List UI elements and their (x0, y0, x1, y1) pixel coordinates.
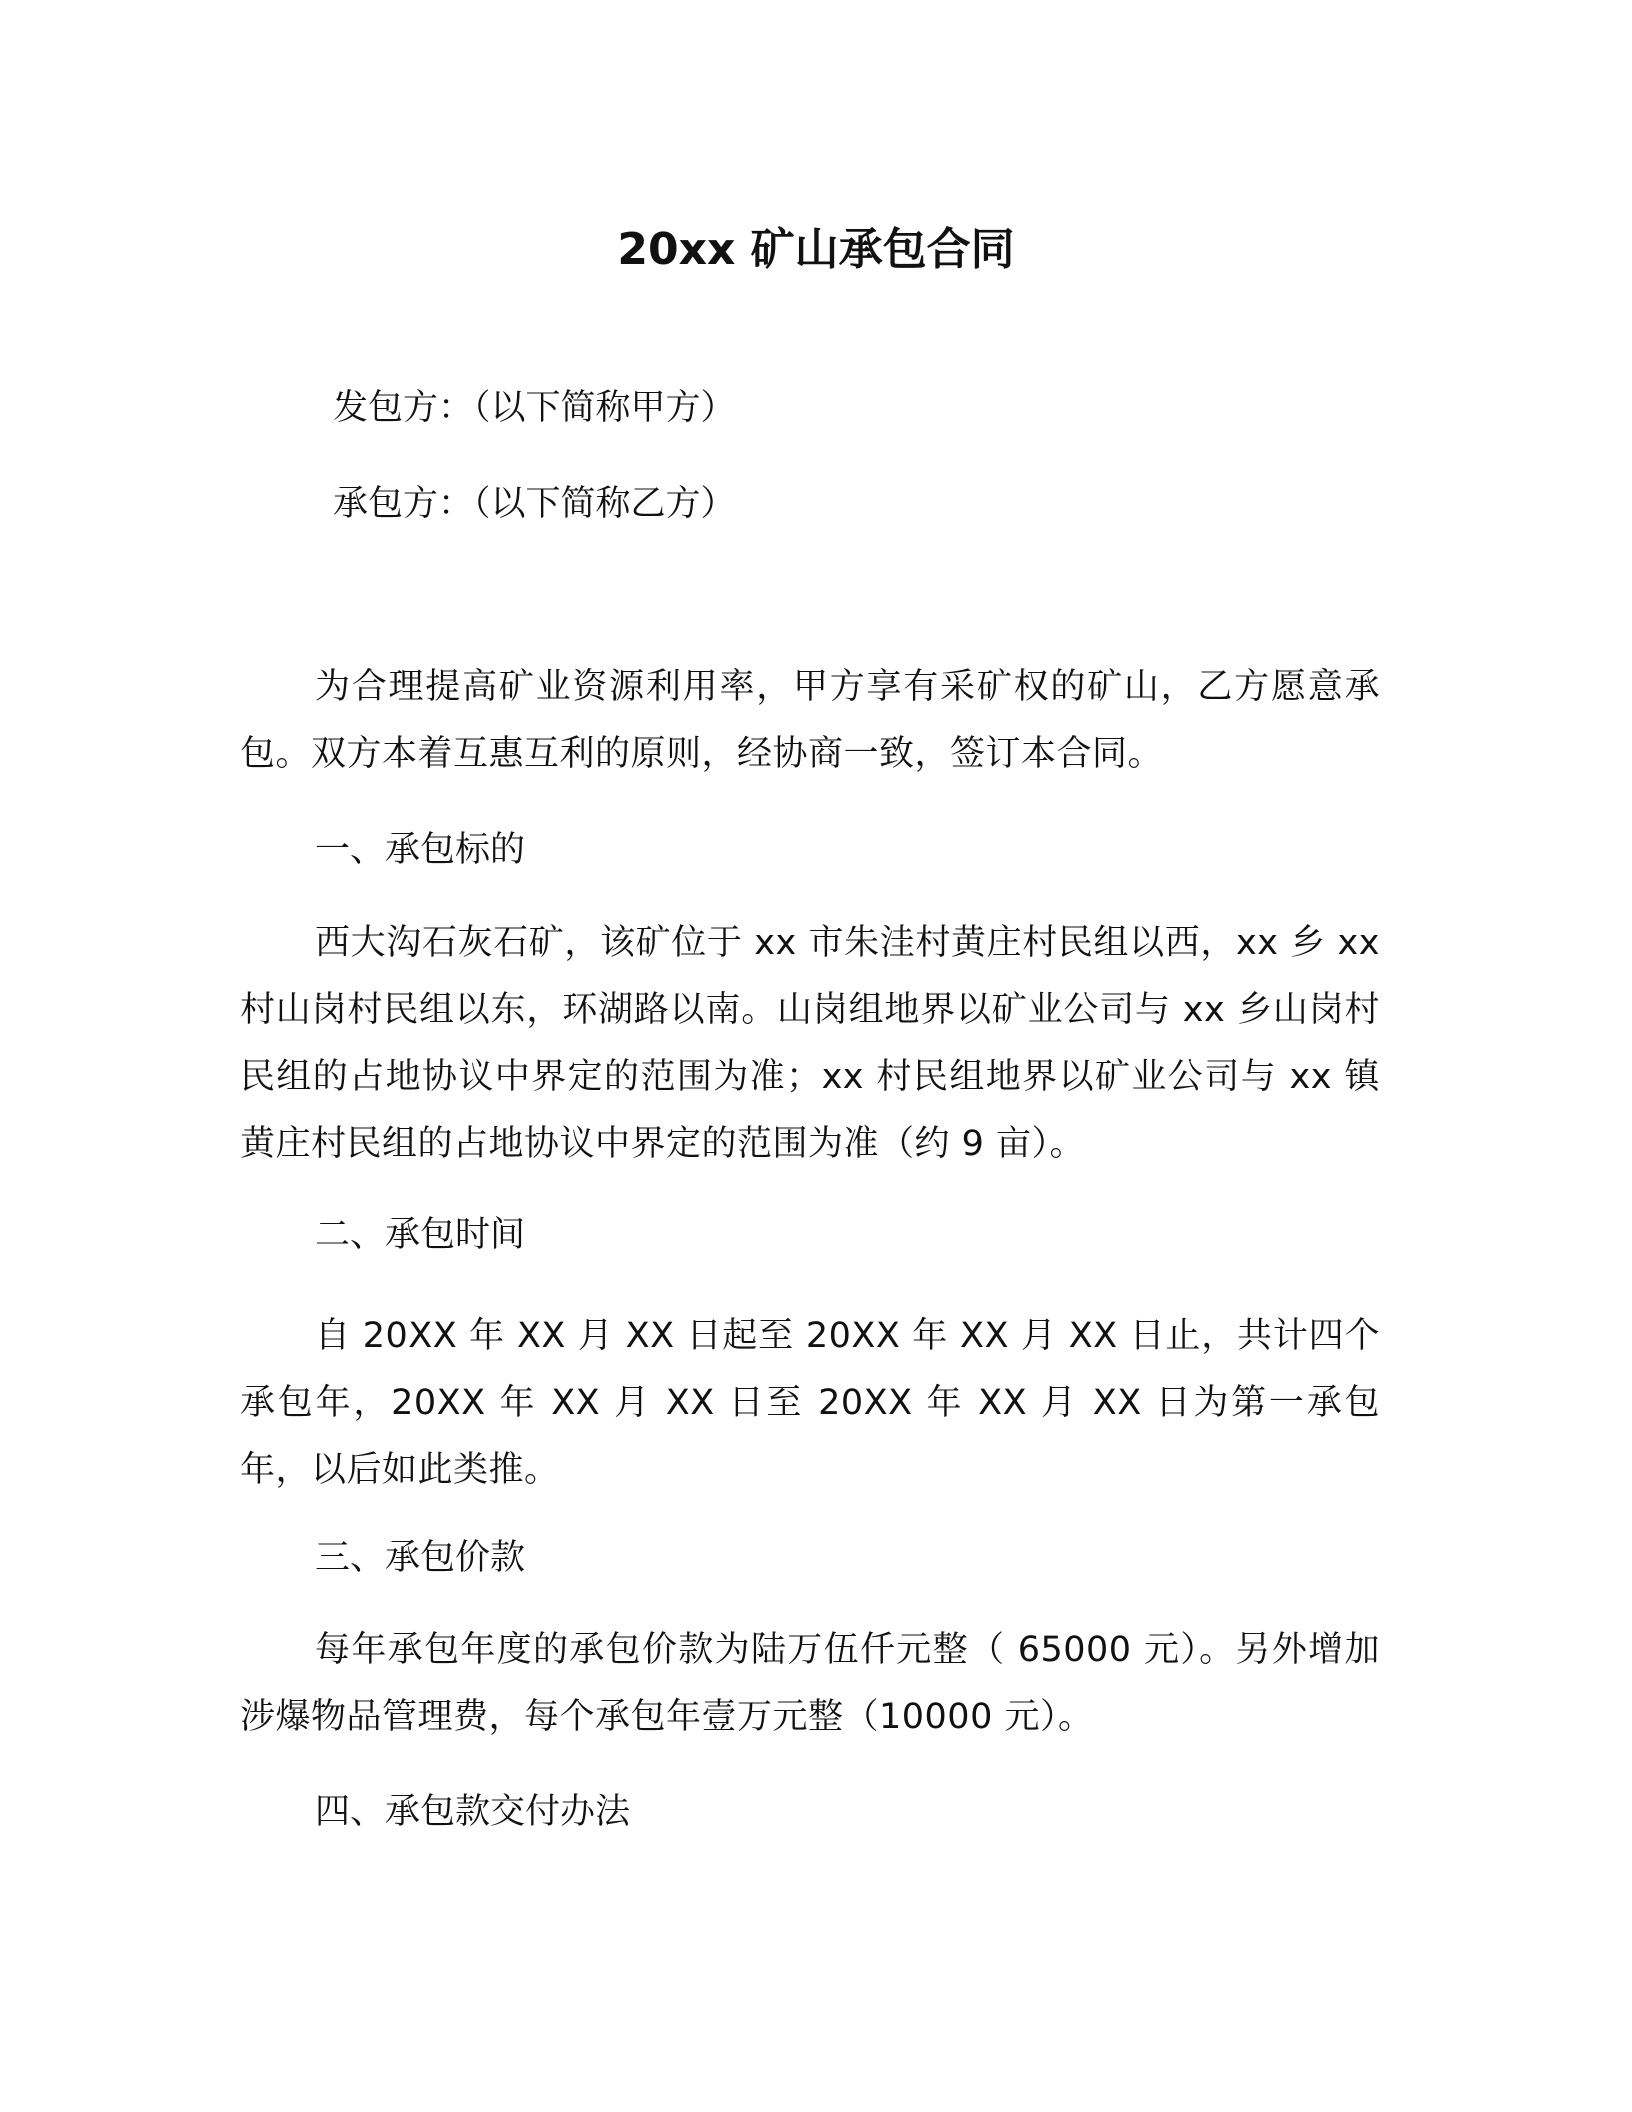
section-heading-term: 二、承包时间 (315, 1215, 526, 1255)
section-text-price: 每年承包年度的承包价款为陆万伍仟元整（ 65000 元）。另外增加涉爆物品管理费，每个承包年壹万元整（10000 元）。 (240, 1630, 1380, 1737)
section-heading-subject: 一、承包标的 (315, 830, 526, 870)
employer-party-line: 发包方：（以下简称甲方） (333, 388, 736, 428)
intro-paragraph: 为合理提高矿业资源利用率，甲方享有采矿权的矿山，乙方愿意承包。双方本着互惠互利的原则，经协商一致，签订本合同。 (240, 667, 1380, 774)
section-text-term: 自 20XX 年 XX 月 XX 日起至 20XX 年 XX 月 XX 日止，共计四个承包年，20XX 年 XX 月 XX 日至 20XX 年 XX 月 XX 日为第一承包年，以后如此类推。 (240, 1316, 1380, 1490)
contractor-party-line: 承包方：（以下简称乙方） (333, 484, 736, 524)
section-text-subject: 西大沟石灰石矿，该矿位于 xx 市朱洼村黄庄村民组以西，xx 乡 xx 村山岗村民组以东，环湖路以南。山岗组地界以矿业公司与 xx 乡山岗村民组的占地协议中界定的范围为准；xx 村民组地界以矿业公司与 xx 镇黄庄村民组的占地协议中界定的范围为准（约 9 亩）。 (240, 923, 1380, 1164)
section-heading-payment: 四、承包款交付办法 (315, 1792, 631, 1832)
section-heading-price: 三、承包价款 (315, 1538, 526, 1578)
document-title: 20xx 矿山承包合同 (617, 224, 1015, 275)
